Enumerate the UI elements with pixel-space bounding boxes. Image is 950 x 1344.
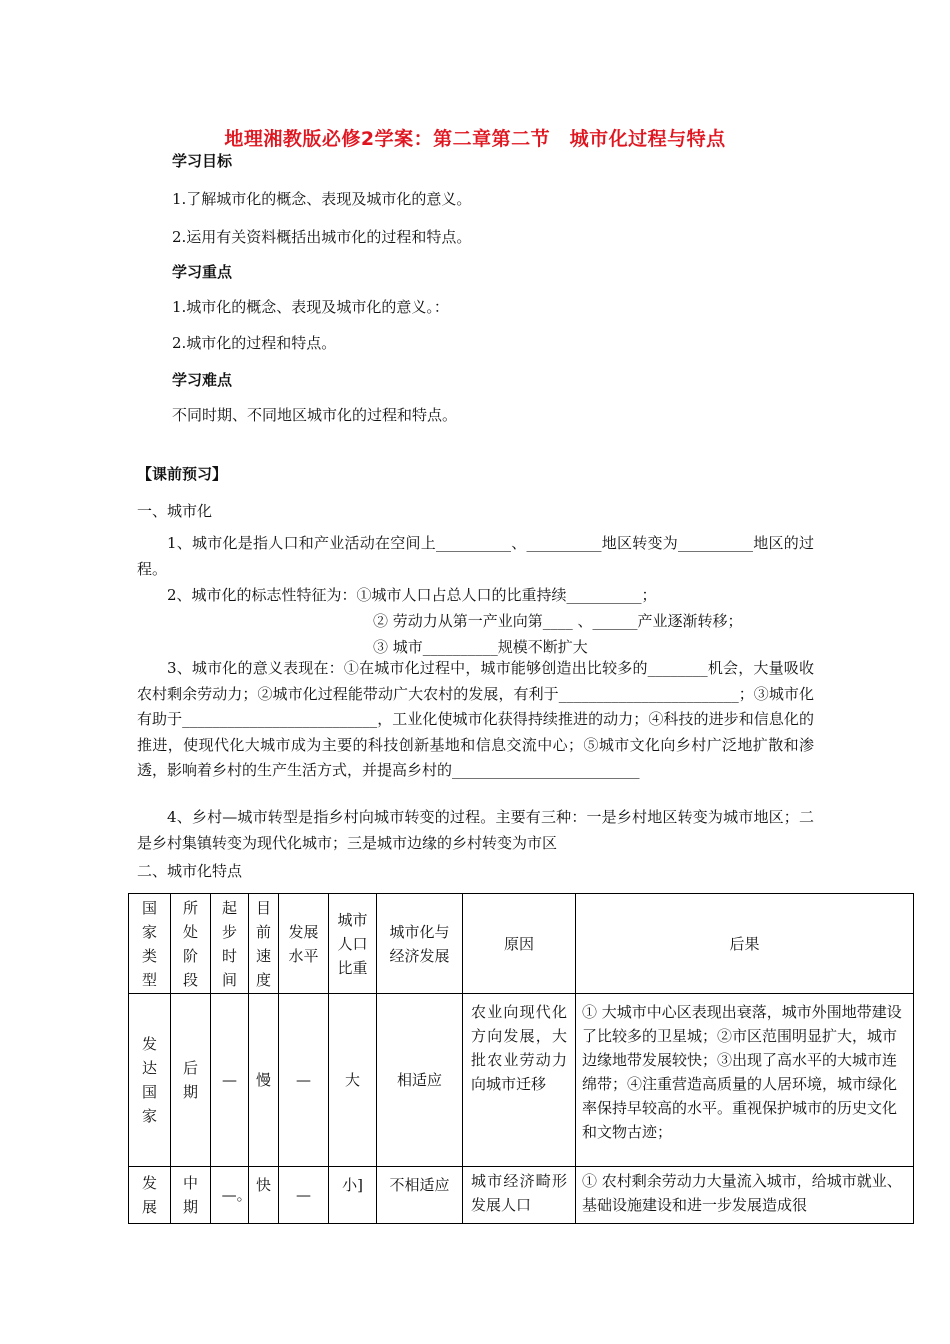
cell-level: — bbox=[279, 994, 329, 1167]
page-title: 地理湘教版必修2学案：第二章第二节 城市化过程与特点 bbox=[224, 128, 726, 150]
header-urban-ratio: 城市人口比重 bbox=[329, 894, 377, 994]
objective-item-1: 1.了解城市化的概念、表现及城市化的意义。 bbox=[172, 190, 472, 208]
cell-urban-ratio: 大 bbox=[329, 994, 377, 1167]
section2-heading: 二、城市化特点 bbox=[137, 862, 243, 880]
question-4-text: 4、乡村—城市转型是指乡村向城市转变的过程。主要有三种：一是乡村地区转变为城市地区；二是乡村集镇转变为现代化城市；三是城市边缘的乡村转变为市区 bbox=[137, 808, 814, 852]
cell-stage: 后期 bbox=[171, 994, 211, 1167]
question-2-line-1: 2、城市化的标志性特征为：①城市人口占总人口的比重持续__________； bbox=[167, 586, 657, 604]
question-2-line-2: ② 劳动力从第一产业向第____ 、______产业逐渐转移； bbox=[373, 612, 743, 630]
cell-speed: 快 bbox=[249, 1167, 279, 1224]
cell-country-type: 发达国家 bbox=[129, 994, 171, 1167]
question-3-text: 3、城市化的意义表现在：①在城市化过程中，城市能够创造出比较多的________机会，大量吸收农村剩余劳动力；②城市化过程能带动广大农村的发展，有利于________________________；③城市化有助于__________________________，工业化使城市化获得持续推进的动力；④科技的进步和信息化的推进，使现代化大城市成为主要的科技创新基地和信息交流中心；⑤城市文化向乡村广泛地扩散和渗透，影响着乡村的生产生活方式，并提高乡村的_________________________ bbox=[137, 659, 814, 779]
header-speed: 目前速度 bbox=[249, 894, 279, 994]
question-3 bbox=[137, 656, 814, 784]
cell-consequence: ① 大城市中心区表现出衰落，城市外围地带建设了比较多的卫星城；②市区范围明显扩大，城市边缘地带发展较快；③出现了高水平的大城市连绵带；④注重营造高质量的人居环境，城市绿化率保持早较高的水平。重视保护城市的历史文化和文物古迹； bbox=[576, 994, 914, 1167]
cell-reason: 农业向现代化方向发展，大批农业劳动力向城市迁移 bbox=[463, 994, 576, 1167]
table-row bbox=[129, 994, 914, 1167]
difficulty-item-1: 不同时期、不同地区城市化的过程和特点。 bbox=[172, 406, 458, 424]
question-1-text: 1、城市化是指人口和产业活动在空间上__________、__________地区转变为__________地区的过程。 bbox=[137, 534, 814, 578]
keypoint-item-1: 1.城市化的概念、表现及城市化的意义。： bbox=[172, 298, 449, 316]
header-consequence: 后果 bbox=[576, 894, 914, 994]
header-level: 发展水平 bbox=[279, 894, 329, 994]
keypoints-heading: 学习重点 bbox=[172, 263, 233, 281]
keypoint-item-2: 2.城市化的过程和特点。 bbox=[172, 334, 337, 352]
preview-heading: 【课前预习】 bbox=[137, 465, 228, 483]
cell-economy: 不相适应 bbox=[377, 1167, 463, 1224]
header-reason: 原因 bbox=[463, 894, 576, 994]
cell-start-time: —。 bbox=[211, 1167, 249, 1224]
cell-country-type: 发展 bbox=[129, 1167, 171, 1224]
cell-start-time: — bbox=[211, 994, 249, 1167]
header-stage: 所处阶段 bbox=[171, 894, 211, 994]
cell-reason: 城市经济畸形发展人口 bbox=[463, 1167, 576, 1224]
objective-item-2: 2.运用有关资料概括出城市化的过程和特点。 bbox=[172, 228, 472, 246]
section1-heading: 一、城市化 bbox=[137, 502, 213, 520]
cell-speed: 慢 bbox=[249, 994, 279, 1167]
question-1 bbox=[137, 531, 814, 582]
cell-stage: 中期 bbox=[171, 1167, 211, 1224]
difficulties-heading: 学习难点 bbox=[172, 371, 233, 389]
urbanization-table bbox=[128, 893, 914, 1224]
question-4 bbox=[137, 805, 814, 856]
header-economy: 城市化与经济发展 bbox=[377, 894, 463, 994]
table-header-row bbox=[129, 894, 914, 994]
cell-economy: 相适应 bbox=[377, 994, 463, 1167]
cell-level: — bbox=[279, 1167, 329, 1224]
objectives-heading: 学习目标 bbox=[172, 152, 233, 170]
question-2-line-3: ③ 城市__________规模不断扩大 bbox=[373, 638, 588, 656]
header-start-time: 起步时间 bbox=[211, 894, 249, 994]
table-row bbox=[129, 1167, 914, 1224]
cell-consequence: ① 农村剩余劳动力大量流入城市，给城市就业、基础设施建设和进一步发展造成很 bbox=[576, 1167, 914, 1224]
cell-urban-ratio: 小] bbox=[329, 1167, 377, 1224]
header-country-type: 国家类型 bbox=[129, 894, 171, 994]
